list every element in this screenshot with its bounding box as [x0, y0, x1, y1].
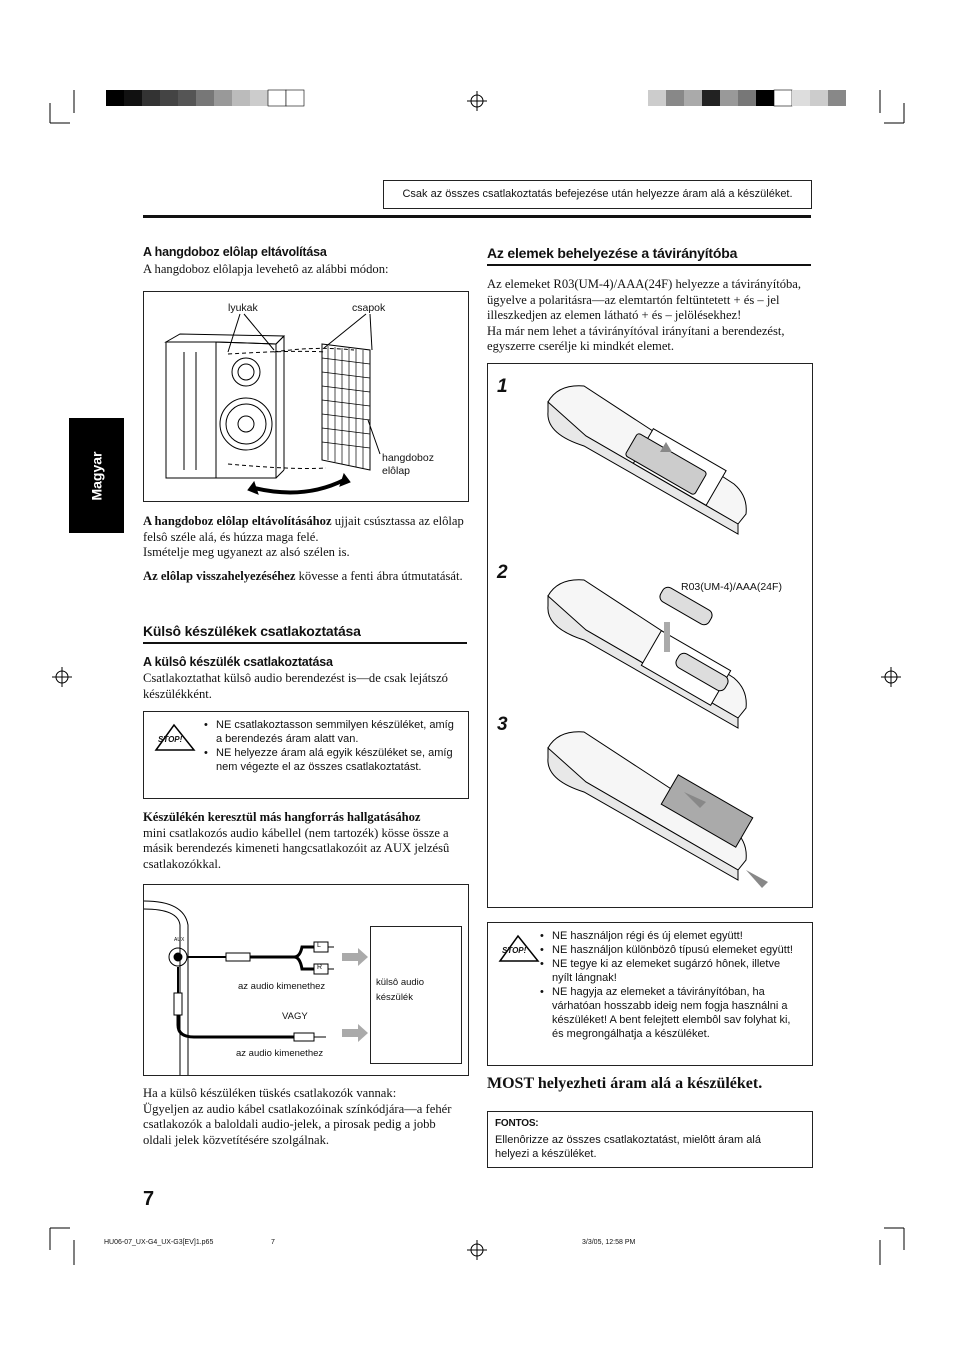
ext-sub: A külsô készülék csatlakoztatása — [143, 655, 333, 669]
important-text: Ellenôrizze az összes csatlakoztatást, mielôtt áram alá helyezi a készüléket. — [495, 1134, 761, 1160]
stop-box-left — [143, 711, 469, 799]
l-label: L — [317, 942, 321, 949]
connection-figure — [143, 884, 469, 1076]
battery-heading-rule — [487, 264, 811, 266]
external-device — [370, 926, 462, 1064]
grille-label-2: elôlap — [382, 465, 411, 477]
list-item: • NE használjon régi és új elemet együtt! — [540, 929, 802, 943]
footer-date: 3/3/05, 12:58 PM — [582, 1239, 636, 1246]
grille-label-1: hangdoboz — [382, 452, 434, 464]
list-item: • NE helyezze áram alá egyik készüléket se, amíg nem végezte el az összes csatlakoztatást. — [204, 746, 454, 774]
or-label: VAGY — [282, 1011, 308, 1022]
remote-illustrations — [488, 364, 812, 907]
important-title: FONTOS: — [495, 1118, 539, 1129]
device-label-2: készülék — [376, 992, 413, 1003]
ext-heading: Külsô készülékek csatlakoztatása — [143, 623, 361, 639]
battery-heading: Az elemek behelyezése a távirányítóba — [487, 245, 738, 261]
ext-heading-rule — [143, 642, 467, 644]
remove-text-2: Ismételje meg ugyanezt az alsó szélen is. — [143, 545, 350, 560]
refit-text: kövesse a fenti ábra útmutatását. — [295, 568, 463, 583]
remove-bold: A hangdoboz elôlap eltávolításához — [143, 514, 332, 528]
holes-label: lyukak — [228, 302, 258, 314]
list-item: • NE csatlakoztasson semmilyen készüléket, amíg a berendezés áram alatt van. — [204, 718, 454, 746]
battery-text-1: Az elemeket R03(UM-4)/AAA(24F) helyezze a távirányítóba, ügyelve a polaritásra—az elemtartón feltüntetett + és – jel illeszkedjen az elemen látható + és – jelölésekhez! — [487, 277, 802, 323]
battery-figure — [487, 363, 813, 908]
speaker-illustration — [144, 292, 468, 501]
stop-label-left: STOP! — [158, 735, 183, 744]
top-note-box — [383, 180, 812, 209]
footer-file: HU06-07_UX-G4_UX-G3[EV]1.p65 — [104, 1239, 214, 1246]
step-1: 1 — [497, 376, 508, 397]
list-item: • NE hagyja az elemeket a távirányítóban, ha várhatóan hosszabb ideig nem fogja használni a készüléket! A bent felejtett elembôl sav folyhat ki, és megrongálhatja a készüléket. — [540, 985, 802, 1041]
r-label: R — [317, 964, 323, 971]
language-tab-label: Magyar — [88, 450, 105, 501]
grille-intro: A hangdoboz elôlapja levehetô az alábbi módon: — [143, 262, 389, 276]
grille-heading: A hangdoboz elôlap eltávolítása — [143, 245, 327, 259]
stop-label-right: STOP! — [502, 946, 527, 955]
aux-label: AUX — [174, 937, 185, 943]
stop-list-right — [540, 929, 802, 1041]
ext-text: Csatlakoztathat külsô audio berendezést is—de csak lejátszó készülékként. — [143, 671, 448, 701]
important-box — [487, 1111, 813, 1168]
step-2: 2 — [497, 562, 508, 583]
step-3: 3 — [497, 714, 508, 735]
speaker-figure — [143, 291, 469, 502]
remove-text: ujjait csúsztassa az elôlap felsô széle alá, és húzza maga felé. — [143, 514, 464, 544]
battery-type-label: R03(UM-4)/AAA(24F) — [681, 581, 782, 593]
out-label-2: az audio kimenethez — [236, 1048, 324, 1059]
footer-page: 7 — [271, 1239, 275, 1246]
pin-text-1: Ha a külsô készüléken tüskés csatlakozók vannak: — [143, 1086, 397, 1100]
list-item: • NE tegye ki az elemeket sugárzó hônek, illetve nyílt lángnak! — [540, 957, 802, 985]
header-rule — [143, 215, 811, 218]
list-item: • NE használjon különbözô típusú elemeket együtt! — [540, 943, 802, 957]
battery-text-2: Ha már nem lehet a távirányítóval irányítani a berendezést, egyszerre cserélje ki mindkét elemet. — [487, 323, 785, 354]
listen-text: mini csatlakozós audio kábellel (nem tartozék) kösse össze a másik berendezés kimeneti hangcsatlakozóit az AUX jelzésû csatlakozókkal. — [143, 825, 450, 871]
listen-bold: Készülékén keresztül más hangforrás hallgatásához — [143, 810, 421, 824]
stop-box-right — [487, 922, 813, 1066]
top-note: Csak az összes csatlakoztatás befejezése után helyezze áram alá a készüléket. — [402, 188, 793, 200]
pegs-label: csapok — [352, 302, 386, 314]
power-now-heading: MOST helyezheti áram alá a készüléket. — [487, 1075, 763, 1092]
device-label-1: külsô audio — [376, 977, 425, 988]
refit-bold: Az elôlap visszahelyezéséhez — [143, 568, 296, 583]
out-label-1: az audio kimenethez — [238, 981, 326, 992]
page-number: 7 — [143, 1188, 155, 1210]
pin-text-2: Ügyeljen az audio kábel csatlakozóinak színkódjára—a fehér csatlakozók a baloldali audio-jelek, a pirosak pedig a jobb oldali jelek közvetítésére szolgálnak. — [143, 1101, 452, 1147]
stop-list-left — [204, 718, 454, 774]
